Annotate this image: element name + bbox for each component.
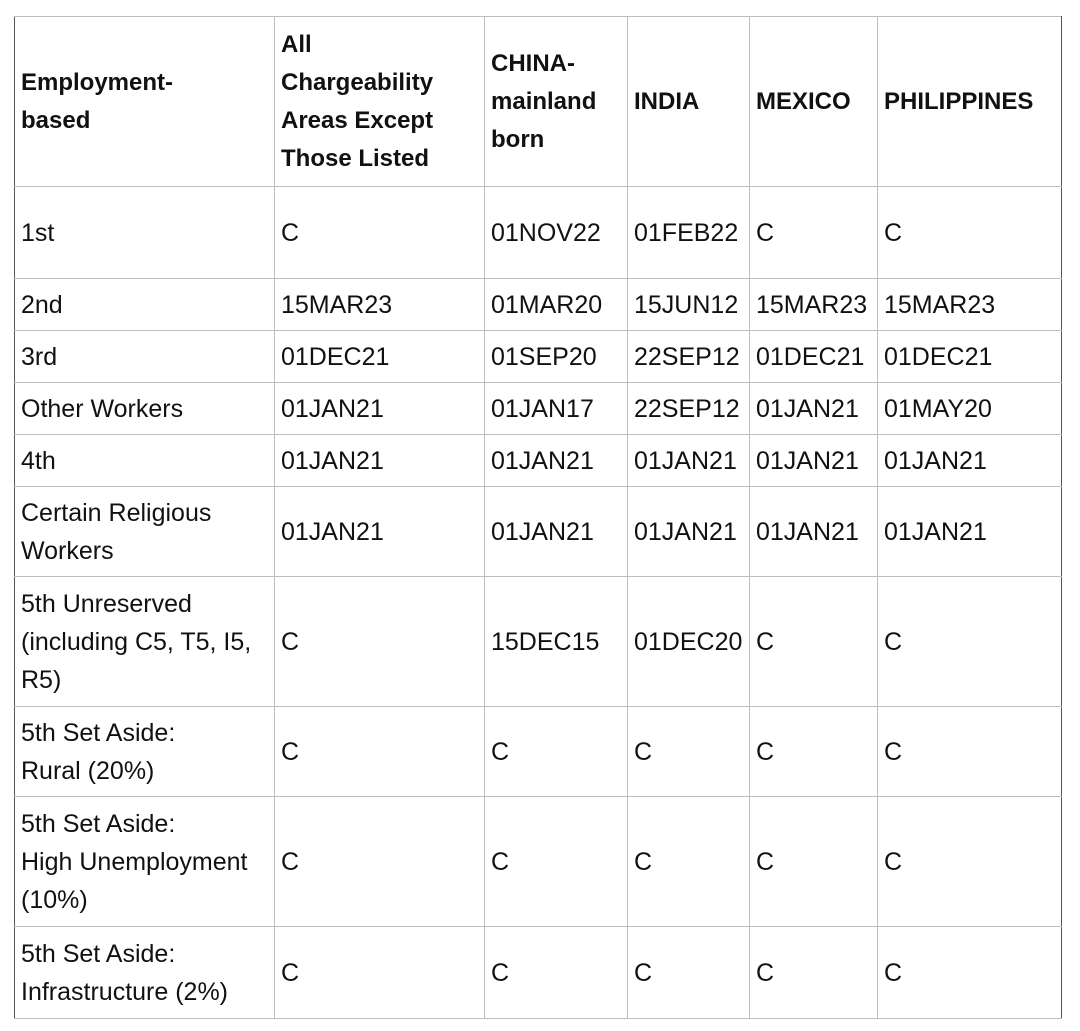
- cell-category: 5th Set Aside: High Unemployment (10%): [15, 797, 275, 927]
- header-category: Employment- based: [15, 17, 275, 187]
- cell-all-chargeability: C: [275, 707, 485, 797]
- cell-india: C: [628, 707, 750, 797]
- cell-category: 5th Set Aside: Infrastructure (2%): [15, 927, 275, 1019]
- cell-philippines: C: [878, 797, 1062, 927]
- cell-mexico: C: [750, 577, 878, 707]
- cell-all-chargeability: 01DEC21: [275, 331, 485, 383]
- header-row: [15, 17, 1062, 187]
- table-row: [15, 279, 1062, 331]
- cell-mexico: 01JAN21: [750, 383, 878, 435]
- cell-mexico: C: [750, 707, 878, 797]
- cell-mexico: C: [750, 927, 878, 1019]
- cell-china: 01JAN21: [485, 435, 628, 487]
- visa-bulletin-table: [14, 16, 1062, 1019]
- cell-philippines: 15MAR23: [878, 279, 1062, 331]
- cell-china: C: [485, 797, 628, 927]
- cell-philippines: C: [878, 707, 1062, 797]
- cell-india: 22SEP12: [628, 383, 750, 435]
- cell-china: 01JAN21: [485, 487, 628, 577]
- cell-all-chargeability: 01JAN21: [275, 487, 485, 577]
- table-row: [15, 187, 1062, 279]
- cell-category: 5th Unreserved (including C5, T5, I5, R5): [15, 577, 275, 707]
- cell-philippines: C: [878, 187, 1062, 279]
- table-row: [15, 331, 1062, 383]
- cell-china: 01SEP20: [485, 331, 628, 383]
- table-row: [15, 383, 1062, 435]
- cell-category: Certain Religious Workers: [15, 487, 275, 577]
- table-row: [15, 435, 1062, 487]
- cell-all-chargeability: 01JAN21: [275, 435, 485, 487]
- cell-all-chargeability: C: [275, 577, 485, 707]
- cell-category: Other Workers: [15, 383, 275, 435]
- table-row: [15, 797, 1062, 927]
- cell-philippines: 01JAN21: [878, 435, 1062, 487]
- table-row: [15, 927, 1062, 1019]
- cell-mexico: 01DEC21: [750, 331, 878, 383]
- header-philippines: PHILIPPINES: [878, 17, 1062, 187]
- cell-all-chargeability: C: [275, 187, 485, 279]
- cell-all-chargeability: C: [275, 927, 485, 1019]
- cell-philippines: C: [878, 927, 1062, 1019]
- cell-mexico: 01JAN21: [750, 487, 878, 577]
- table-row: [15, 487, 1062, 577]
- cell-mexico: C: [750, 187, 878, 279]
- cell-philippines: 01JAN21: [878, 487, 1062, 577]
- cell-all-chargeability: 15MAR23: [275, 279, 485, 331]
- cell-china: C: [485, 707, 628, 797]
- cell-china: 01JAN17: [485, 383, 628, 435]
- cell-philippines: 01MAY20: [878, 383, 1062, 435]
- cell-all-chargeability: C: [275, 797, 485, 927]
- cell-china: 01NOV22: [485, 187, 628, 279]
- cell-all-chargeability: 01JAN21: [275, 383, 485, 435]
- cell-india: 01JAN21: [628, 487, 750, 577]
- cell-mexico: C: [750, 797, 878, 927]
- cell-india: C: [628, 797, 750, 927]
- cell-india: 01DEC20: [628, 577, 750, 707]
- cell-mexico: 15MAR23: [750, 279, 878, 331]
- cell-india: 01FEB22: [628, 187, 750, 279]
- cell-china: C: [485, 927, 628, 1019]
- cell-china: 01MAR20: [485, 279, 628, 331]
- cell-category: 4th: [15, 435, 275, 487]
- cell-philippines: C: [878, 577, 1062, 707]
- header-india: INDIA: [628, 17, 750, 187]
- cell-category: 2nd: [15, 279, 275, 331]
- cell-india: 01JAN21: [628, 435, 750, 487]
- cell-india: C: [628, 927, 750, 1019]
- cell-category: 5th Set Aside: Rural (20%): [15, 707, 275, 797]
- cell-china: 15DEC15: [485, 577, 628, 707]
- cell-india: 15JUN12: [628, 279, 750, 331]
- cell-india: 22SEP12: [628, 331, 750, 383]
- header-all-chargeability: All Chargeability Areas Except Those Listed: [275, 17, 485, 187]
- table-row: [15, 707, 1062, 797]
- cell-mexico: 01JAN21: [750, 435, 878, 487]
- cell-category: 1st: [15, 187, 275, 279]
- table-body: [15, 187, 1062, 1019]
- cell-category: 3rd: [15, 331, 275, 383]
- header-mexico: MEXICO: [750, 17, 878, 187]
- header-china: CHINA- mainland born: [485, 17, 628, 187]
- cell-philippines: 01DEC21: [878, 331, 1062, 383]
- table-row: [15, 577, 1062, 707]
